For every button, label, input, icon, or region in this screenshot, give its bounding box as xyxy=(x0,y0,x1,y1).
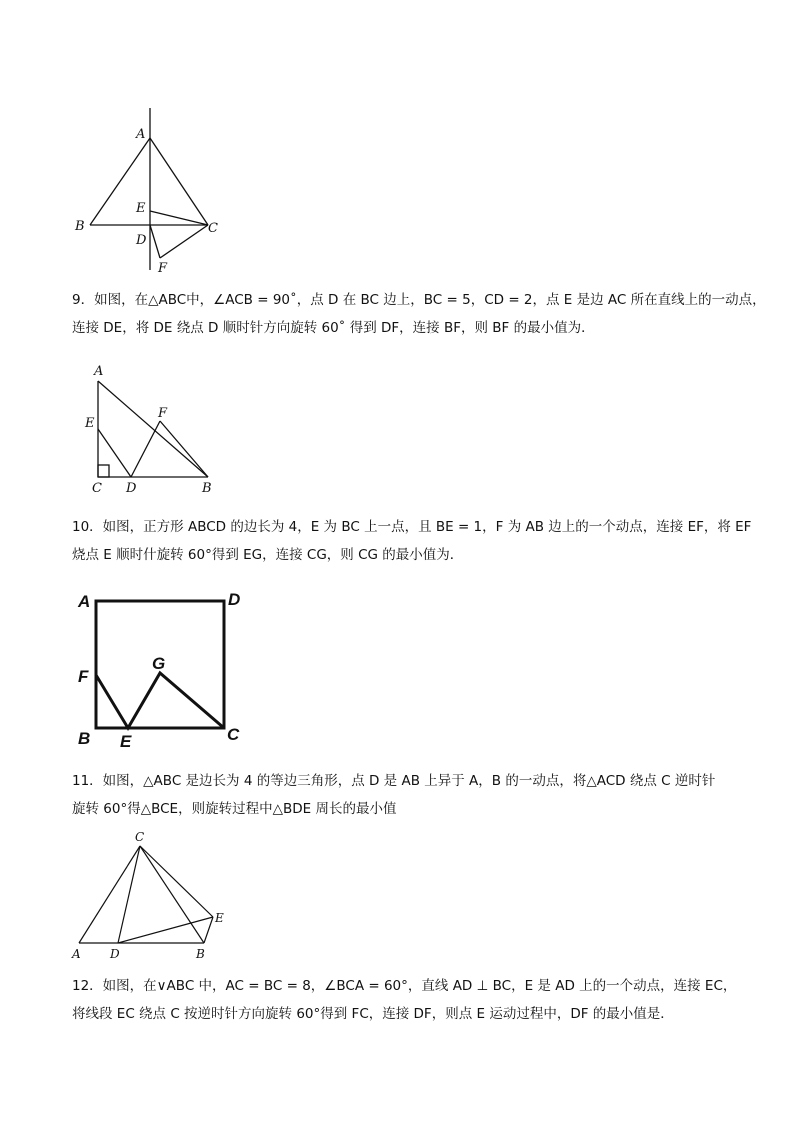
label-b: B xyxy=(75,219,85,234)
label-d: D xyxy=(110,947,120,961)
segment-fb xyxy=(160,421,208,477)
figure-q10 xyxy=(0,585,794,755)
question-9 xyxy=(72,286,766,342)
segment-fc xyxy=(160,225,208,258)
segment-cd xyxy=(118,846,140,943)
label-c: C xyxy=(208,221,218,236)
question-12-line-1: 12．如图，在∨ABC 中，AC = BC = 8，∠BCA = 60°，直线 AD ⊥ BC，E 是 AD 上的一个动点，连接 EC， xyxy=(72,978,737,994)
label-d: D xyxy=(136,233,147,248)
right-angle-marker xyxy=(98,465,109,477)
label-f: F xyxy=(158,406,168,421)
label-e: E xyxy=(215,911,224,925)
question-11-line-1: 11．如图，△ABC 是边长为 4 的等边三角形，点 D 是 AB 上异于 A，B 的一动点，将△ACD 绕点 C 逆时针 xyxy=(72,773,716,789)
question-11 xyxy=(72,767,732,823)
segment-df xyxy=(150,225,160,258)
segment-be xyxy=(204,917,213,943)
question-12 xyxy=(72,972,737,1028)
label-a: A xyxy=(72,947,81,961)
label-c: C xyxy=(135,830,145,844)
label-c: C xyxy=(92,481,102,496)
segment-ab xyxy=(98,381,208,477)
segment-ac xyxy=(150,138,208,225)
question-9-line-1: 9．如图，在△ABC中，∠ACB = 90˚，点 D 在 BC 边上，BC = 5，CD = 2，点 E 是边 AC 所在直线上的一动点， xyxy=(72,292,766,308)
question-12-line-2: 将线段 EC 绕点 C 按逆时针方向旋转 60°得到 FC，连接 DF，则点 E 运动过程中，DF 的最小值是． xyxy=(72,1006,674,1022)
segment-de xyxy=(118,917,213,943)
segment-ed xyxy=(98,429,131,477)
question-11-line-2: 旋转 60°得△BCE，则旋转过程中△BDE 周长的最小值 xyxy=(72,801,397,817)
label-b: B xyxy=(196,947,205,961)
label-b: B xyxy=(202,481,212,496)
label-a: A xyxy=(136,127,146,142)
segment-df xyxy=(131,421,160,477)
question-10 xyxy=(72,513,752,569)
label-f: F xyxy=(158,261,168,276)
label-e: E xyxy=(85,416,95,431)
segment-ac xyxy=(79,846,140,943)
figure-q11 xyxy=(0,825,794,965)
label-g: G xyxy=(152,654,166,673)
label-b: B xyxy=(78,729,91,748)
label-e: E xyxy=(120,732,132,751)
label-d: D xyxy=(126,481,137,496)
question-10-line-2: 烧点 E 顺时什旋转 60°得到 EG，连接 CG，则 CG 的最小值为． xyxy=(72,547,464,563)
label-c: C xyxy=(227,725,240,744)
segment-ce xyxy=(140,846,213,917)
figure-q8 xyxy=(0,0,794,290)
path-fegc xyxy=(96,673,224,728)
label-d: D xyxy=(228,590,241,609)
label-e: E xyxy=(136,201,146,216)
question-9-line-2: 连接 DE，将 DE 绕点 D 顺时针方向旋转 60˚ 得到 DF，连接 BF，则 BF 的最小值为． xyxy=(72,320,595,336)
question-10-line-1: 10．如图，正方形 ABCD 的边长为 4，E 为 BC 上一点，且 BE = 1，F 为 AB 边上的一个动点，连接 EF，将 EF xyxy=(72,519,752,535)
label-a: A xyxy=(78,592,91,611)
label-a: A xyxy=(94,364,104,379)
figure-q9 xyxy=(0,355,794,505)
label-f: F xyxy=(78,667,89,686)
